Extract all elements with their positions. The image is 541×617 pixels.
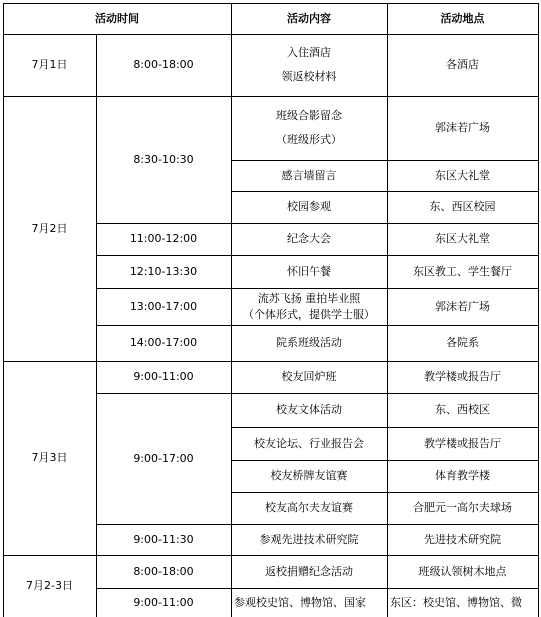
time-slot: 9:00-11:00 xyxy=(133,595,194,609)
table-rule xyxy=(3,34,539,35)
time-slot: 12:10-13:30 xyxy=(129,264,198,278)
table-rule xyxy=(96,393,539,394)
date-cell: 7月2-3日 xyxy=(26,579,73,592)
activity-location: 东、西校区 xyxy=(435,403,490,416)
time-slot: 14:00-17:00 xyxy=(129,336,198,349)
time-slot: 13:00-17:00 xyxy=(129,299,198,313)
activity-content xyxy=(231,34,387,96)
activity-content: 校友回炉班 xyxy=(281,370,337,383)
time-slot: 9:00-17:00 xyxy=(133,451,194,465)
header-time: 活动时间 xyxy=(95,11,139,25)
header-content: 活动内容 xyxy=(287,11,331,25)
activity-content-line: 班级合影留念 xyxy=(276,109,342,122)
activity-content: 参观校史馆、博物馆、国家 xyxy=(234,595,366,609)
activity-content: 返校捐赠纪念活动 xyxy=(265,564,353,578)
activity-location: 郭沫若广场 xyxy=(435,121,490,134)
date-cell: 7月1日 xyxy=(31,58,68,71)
activity-location: 郭沫若广场 xyxy=(435,299,490,313)
table-rule xyxy=(96,255,539,256)
activity-content: 校友桥牌友谊赛 xyxy=(270,469,348,482)
table-rule xyxy=(231,427,539,428)
activity-location: 班级认领树木地点 xyxy=(418,564,507,578)
time-slot: 9:00-11:30 xyxy=(133,532,194,546)
table-rule xyxy=(231,460,539,461)
activity-content: 院系班级活动 xyxy=(276,336,342,349)
activity-content xyxy=(231,288,387,325)
table-rule xyxy=(231,160,539,161)
activity-content-line: 流苏飞扬 重拍毕业照 xyxy=(257,291,361,305)
activity-content: 校友高尔夫友谊赛 xyxy=(265,501,353,514)
activity-location: 体育教学楼 xyxy=(435,469,490,482)
table-rule xyxy=(3,555,539,556)
activity-content-line: 领返校材料 xyxy=(281,70,337,83)
table-rule xyxy=(96,524,539,525)
activity-content: 校友论坛、行业报告会 xyxy=(254,436,364,450)
activity-location: 合肥元一高尔夫球场 xyxy=(413,501,512,514)
activity-content: 怀旧午餐 xyxy=(287,264,331,278)
table-rule xyxy=(3,3,539,4)
activity-content-line: 入住酒店 xyxy=(287,46,331,59)
activity-location: 东、西区校园 xyxy=(429,200,496,213)
table-rule xyxy=(96,223,539,224)
time-slot: 9:00-11:00 xyxy=(133,370,194,383)
time-slot: 8:00-18:00 xyxy=(133,564,194,578)
activity-content xyxy=(231,96,387,160)
table-rule xyxy=(96,288,539,289)
table-rule xyxy=(96,588,539,589)
table-rule xyxy=(3,361,539,362)
activity-location: 教学楼或报告厅 xyxy=(424,436,501,450)
time-slot: 8:30-10:30 xyxy=(133,152,194,166)
activity-content-line: （班级形式） xyxy=(276,133,342,146)
activity-location: 教学楼或报告厅 xyxy=(424,370,501,383)
time-slot: 11:00-12:00 xyxy=(129,232,198,245)
activity-content-line: （个体形式，提供学士服） xyxy=(243,307,375,321)
table-rule xyxy=(231,191,539,192)
activity-location: 东区大礼堂 xyxy=(435,232,490,245)
activity-content: 校园参观 xyxy=(287,200,331,213)
activity-location: 各酒店 xyxy=(446,58,479,71)
activity-location: 先进技术研究院 xyxy=(424,532,501,546)
date-cell: 7月2日 xyxy=(31,221,68,235)
header-location: 活动地点 xyxy=(440,11,485,25)
activity-location: 东区：校史馆、博物馆、微 xyxy=(390,595,522,609)
activity-content: 参观先进技术研究院 xyxy=(259,532,359,546)
table-rule xyxy=(96,325,539,326)
table-rule xyxy=(231,492,539,493)
date-cell: 7月3日 xyxy=(31,451,68,464)
activity-content: 纪念大会 xyxy=(287,232,331,245)
table-rule xyxy=(3,96,539,97)
activity-location: 东区大礼堂 xyxy=(435,168,490,182)
activity-location: 各院系 xyxy=(446,336,479,349)
activity-location: 东区教工、学生餐厅 xyxy=(413,264,512,278)
activity-content: 感言墙留言 xyxy=(281,168,337,182)
activity-content: 校友文体活动 xyxy=(276,403,342,416)
time-slot: 8:00-18:00 xyxy=(133,58,194,71)
